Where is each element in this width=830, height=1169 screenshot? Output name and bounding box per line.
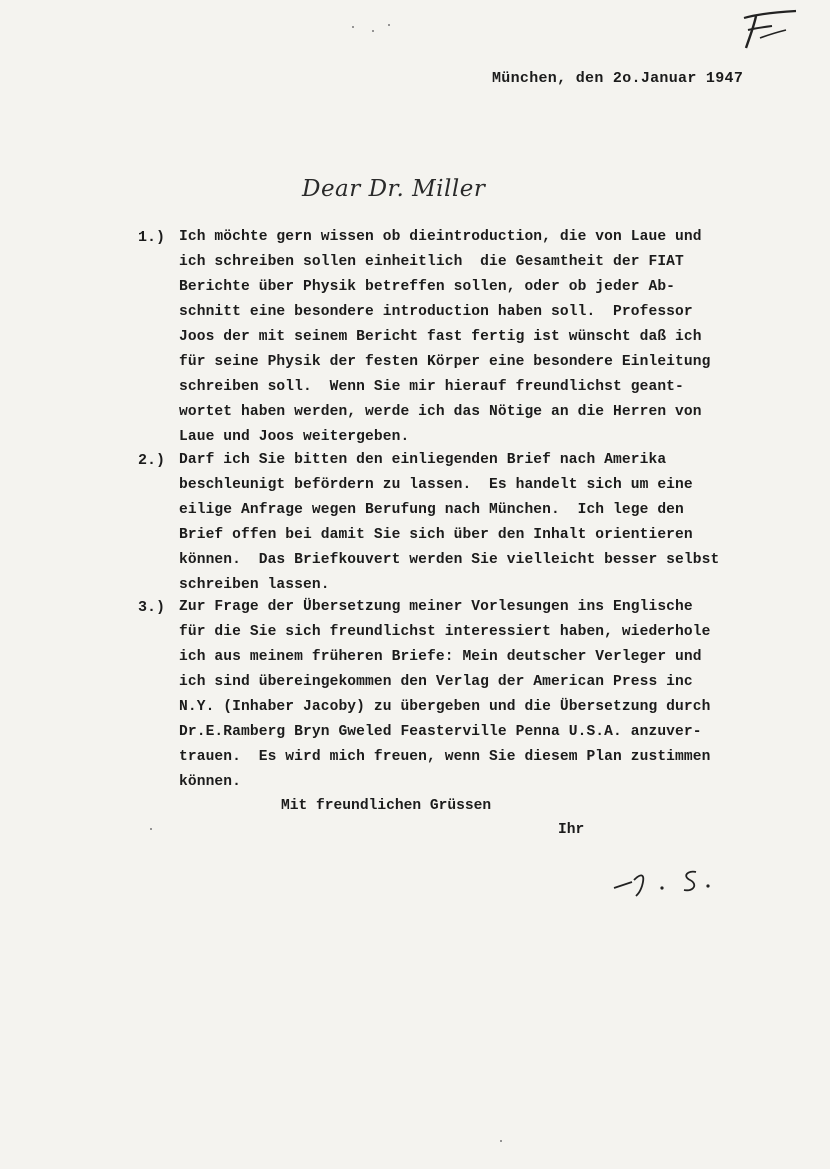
paragraph-line: Darf ich Sie bitten den einliegenden Brief nach Amerika — [179, 452, 667, 468]
letter-dateline: München, den 2o.Januar 1947 — [492, 70, 744, 87]
paragraph-line: N.Y. (Inhaber Jacoby) zu übergeben und die Übersetzung durch — [179, 699, 711, 715]
paragraph-number: 2.) — [138, 452, 166, 469]
corner-handwritten-mark — [738, 8, 798, 52]
paragraph-line: Berichte über Physik betreffen sollen, oder ob jeder Ab- — [179, 279, 676, 295]
scan-speck — [500, 1140, 502, 1142]
paragraph-line: beschleunigt befördern zu lassen. Es handelt sich um eine — [179, 477, 693, 493]
paragraph-line: Zur Frage der Übersetzung meiner Vorlesungen ins Englische — [179, 599, 693, 615]
paragraph-number: 3.) — [138, 599, 166, 616]
paragraph-line: können. — [179, 774, 242, 790]
closing-word: Ihr — [558, 822, 585, 838]
paragraph-number: 1.) — [138, 229, 166, 246]
scan-speck — [150, 828, 152, 830]
paragraph-line: Brief offen bei damit Sie sich über den Inhalt orientieren — [179, 527, 693, 543]
scan-speck — [388, 24, 390, 26]
paragraph-line: Ich möchte gern wissen ob dieintroduction, die von Laue und — [179, 229, 702, 245]
paragraph-line: Laue und Joos weitergeben. — [179, 429, 410, 445]
paragraph-line: schreiben soll. Wenn Sie mir hierauf freundlichst geant- — [179, 379, 684, 395]
paragraph-line: ich sind übereingekommen den Verlag der American Press inc — [179, 674, 693, 690]
paragraph-line: schreiben lassen. — [179, 577, 330, 593]
paragraph-line: eilige Anfrage wegen Berufung nach München. Ich lege den — [179, 502, 684, 518]
paragraph-line: können. Das Briefkouvert werden Sie vielleicht besser selbst — [179, 552, 720, 568]
handwritten-salutation: Dear Dr. Miller — [302, 176, 486, 202]
paragraph-line: ich schreiben sollen einheitlich die Gesamtheit der FIAT — [179, 254, 684, 270]
paragraph-line: für die Sie sich freundlichst interessiert haben, wiederhole — [179, 624, 711, 640]
paragraph-line: schnitt eine besondere introduction haben soll. Professor — [179, 304, 693, 320]
scan-speck — [352, 26, 354, 28]
closing-phrase: Mit freundlichen Grüssen — [281, 798, 492, 814]
paragraph-line: für seine Physik der festen Körper eine besondere Einleitung — [179, 354, 711, 370]
paragraph-line: Joos der mit seinem Bericht fast fertig ist wünscht daß ich — [179, 329, 702, 345]
paragraph-line: Dr.E.Ramberg Bryn Gweled Feasterville Penna U.S.A. anzuver- — [179, 724, 702, 740]
paragraph-line: trauen. Es wird mich freuen, wenn Sie diesem Plan zustimmen — [179, 749, 711, 765]
handwritten-signature — [612, 862, 722, 898]
paragraph-line: wortet haben werden, werde ich das Nötige an die Herren von — [179, 404, 702, 420]
paragraph-line: ich aus meinem früheren Briefe: Mein deutscher Verleger und — [179, 649, 702, 665]
scan-speck — [372, 30, 374, 32]
